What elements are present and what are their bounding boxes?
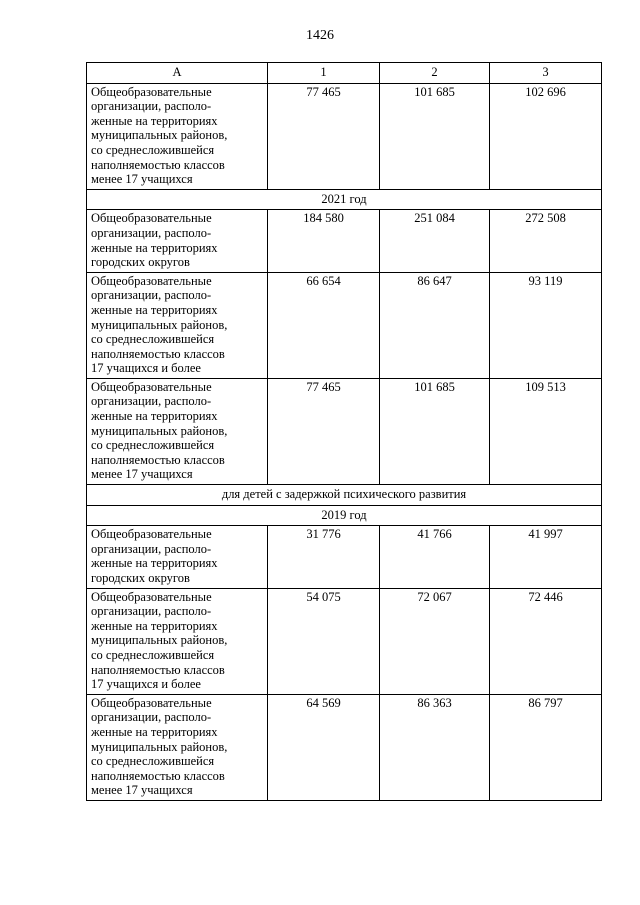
value-cell-col-3: 272 508	[490, 210, 602, 272]
section-row	[87, 189, 602, 210]
row-label-line: со среднесложившейся	[91, 142, 215, 157]
section-row	[87, 485, 602, 506]
row-label-line: организации, располо-	[91, 394, 212, 409]
value-cell-col-2: 101 685	[380, 83, 490, 189]
page-number: 1426	[306, 28, 334, 43]
row-label-line: муниципальных районов,	[91, 317, 228, 332]
row-label-line: наполняемостью классов	[91, 768, 225, 783]
row-label-line: наполняемостью классов	[91, 157, 225, 172]
table-row	[87, 83, 602, 189]
row-label	[87, 378, 268, 484]
value-cell-col-1: 77 465	[268, 378, 380, 484]
value-cell-col-3: 41 997	[490, 526, 602, 588]
value-cell-col-1: 31 776	[268, 526, 380, 588]
row-label-line: менее 17 учащихся	[91, 172, 193, 187]
section-heading: 2019 год	[87, 505, 602, 526]
row-label-line: муниципальных районов,	[91, 633, 228, 648]
value-cell-col-2: 86 647	[380, 272, 490, 378]
row-label-line: со среднесложившейся	[91, 754, 215, 769]
row-label-line: со среднесложившейся	[91, 438, 215, 453]
row-label-line: организации, располо-	[91, 710, 212, 725]
row-label-line: со среднесложившейся	[91, 647, 215, 662]
section-row	[87, 505, 602, 526]
row-label-line: женные на территориях	[91, 240, 218, 255]
row-label-line: женные на территориях	[91, 618, 218, 633]
table-row	[87, 210, 602, 272]
row-label-line: организации, располо-	[91, 541, 212, 556]
row-label-line: организации, располо-	[91, 604, 212, 619]
row-label-line: Общеобразовательные	[91, 273, 212, 288]
row-label-line: организации, располо-	[91, 288, 212, 303]
row-label-line: со среднесложившейся	[91, 332, 215, 347]
column-header-2: 2	[380, 63, 490, 84]
row-label-line: наполняемостью классов	[91, 346, 225, 361]
value-cell-col-2: 72 067	[380, 588, 490, 694]
row-label-line: женные на территориях	[91, 113, 218, 128]
column-header-1: 1	[268, 63, 380, 84]
value-cell-col-3: 102 696	[490, 83, 602, 189]
value-cell-col-1: 64 569	[268, 694, 380, 800]
row-label-line: Общеобразовательные	[91, 379, 212, 394]
row-label-line: наполняемостью классов	[91, 662, 225, 677]
row-label-line: муниципальных районов,	[91, 739, 228, 754]
value-cell-col-2: 251 084	[380, 210, 490, 272]
value-cell-col-1: 66 654	[268, 272, 380, 378]
section-heading: 2021 год	[87, 189, 602, 210]
table-body	[87, 83, 602, 800]
row-label	[87, 83, 268, 189]
row-label-line: городских округов	[91, 571, 190, 585]
row-label-line: муниципальных районов,	[91, 423, 228, 438]
row-label-line: женные на территориях	[91, 724, 218, 739]
value-cell-col-1: 184 580	[268, 210, 380, 272]
table-row	[87, 588, 602, 694]
column-header-3: 3	[490, 63, 602, 84]
row-label-line: организации, располо-	[91, 225, 212, 240]
row-label-line: муниципальных районов,	[91, 128, 228, 143]
row-label-line: женные на территориях	[91, 409, 218, 424]
value-cell-col-3: 86 797	[490, 694, 602, 800]
column-header-a: А	[87, 63, 268, 84]
section-heading: для детей с задержкой психического развития	[87, 485, 602, 506]
row-label-line: женные на территориях	[91, 302, 218, 317]
value-cell-col-2: 101 685	[380, 378, 490, 484]
value-cell-col-3: 93 119	[490, 272, 602, 378]
row-label	[87, 272, 268, 378]
value-cell-col-1: 77 465	[268, 83, 380, 189]
value-cell-col-3: 72 446	[490, 588, 602, 694]
row-label-line: Общеобразовательные	[91, 589, 212, 604]
table-row	[87, 378, 602, 484]
row-label	[87, 694, 268, 800]
row-label-line: менее 17 учащихся	[91, 783, 193, 798]
row-label-line: Общеобразовательные	[91, 527, 212, 542]
value-cell-col-2: 41 766	[380, 526, 490, 588]
value-cell-col-2: 86 363	[380, 694, 490, 800]
value-cell-col-3: 109 513	[490, 378, 602, 484]
row-label-line: Общеобразовательные	[91, 211, 212, 226]
table-row	[87, 526, 602, 588]
value-cell-col-1: 54 075	[268, 588, 380, 694]
row-label	[87, 588, 268, 694]
table-row	[87, 694, 602, 800]
row-label-line: женные на территориях	[91, 556, 218, 571]
row-label-line: 17 учащихся и более	[91, 677, 201, 692]
row-label-line: организации, располо-	[91, 99, 212, 114]
row-label-line: наполняемостью классов	[91, 452, 225, 467]
row-label-line: 17 учащихся и более	[91, 361, 201, 376]
table-header-row	[87, 63, 602, 84]
row-label-line: Общеобразовательные	[91, 84, 212, 99]
row-label-line: менее 17 учащихся	[91, 467, 193, 482]
data-table	[86, 62, 602, 801]
row-label	[87, 210, 268, 272]
row-label-line: городских округов	[91, 255, 190, 270]
table-row	[87, 272, 602, 378]
row-label-line: Общеобразовательные	[91, 695, 212, 710]
row-label	[87, 526, 268, 588]
